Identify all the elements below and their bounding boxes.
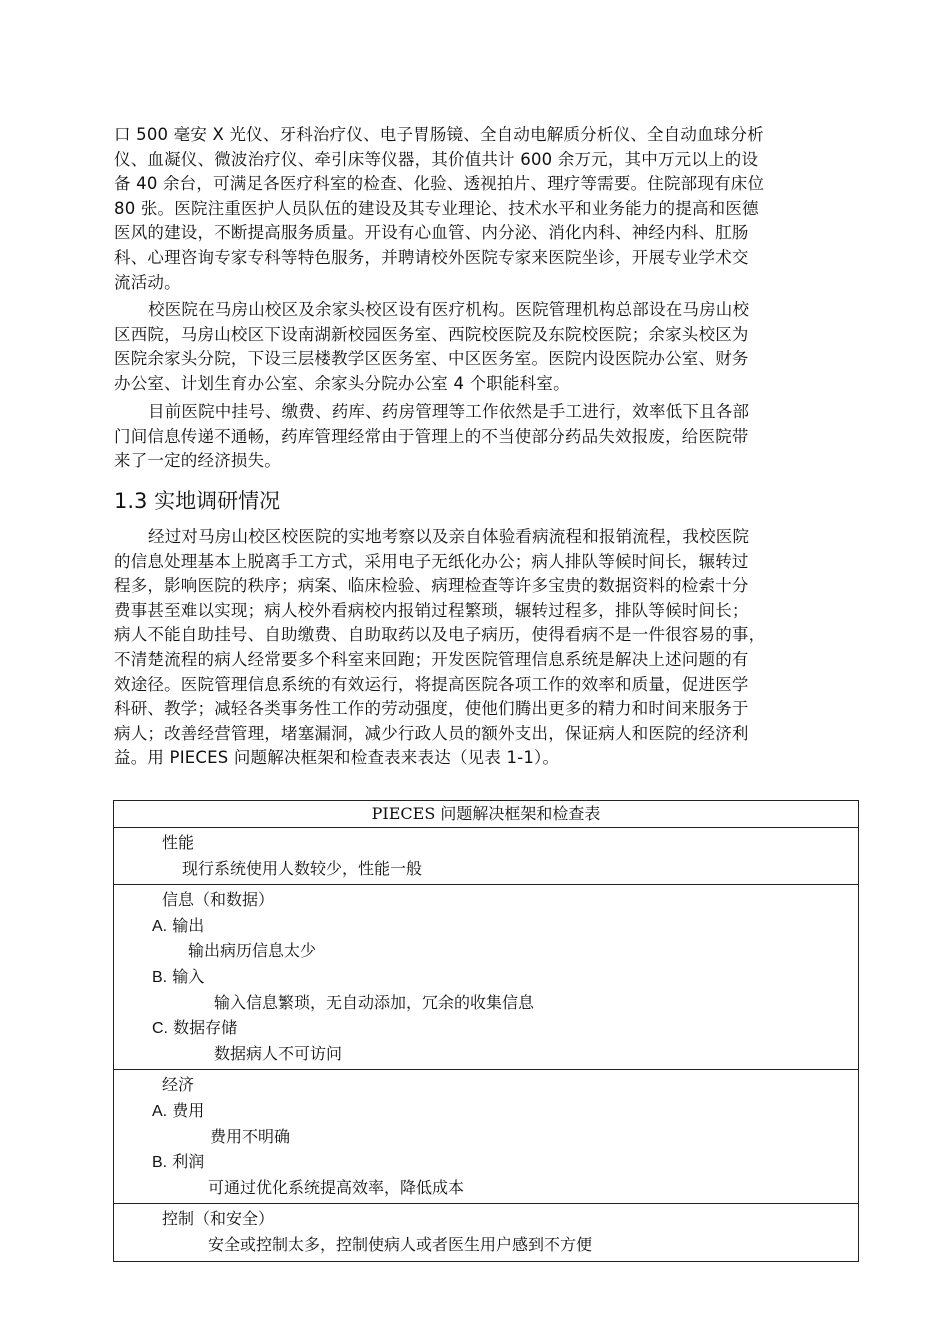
problem-paragraph [114, 400, 862, 474]
cost-detail: 费用不明确 [210, 1126, 291, 1146]
control-detail: 安全或控制太多，控制使病人或者医生用户感到不方便 [208, 1234, 593, 1254]
section-heading-information: 信息（和数据） [162, 890, 275, 910]
text-line: 来了一定的经济损失。 [114, 451, 281, 471]
text-line: 效途径。医院管理信息系统的有效运行，将提高医院各项工作的效率和质量，促进医学 [114, 674, 749, 694]
section-heading-economy: 经济 [162, 1075, 195, 1095]
item-label: 利润 [172, 1152, 205, 1172]
list-marker: B. [152, 1154, 168, 1172]
information-input-item [114, 964, 858, 990]
text-line: 目前医院中挂号、缴费、药库、药房管理等工作依然是手工进行，效率低下且各部 [148, 402, 750, 421]
text-line: 病人不能自助挂号、自助缴费、自助取药以及电子病历，使得看病不是一件很容易的事， [114, 625, 766, 645]
text-line: 经过对马房山校区校医院的实地考察以及亲自体验看病流程和报销流程，我校医院 [148, 527, 750, 546]
item-label: 数据存储 [173, 1018, 238, 1038]
storage-detail: 数据病人不可访问 [214, 1043, 343, 1063]
text-line: 医风的建设，不断提高服务质量。开设有心血管、内分泌、消化内科、神经内科、肛肠 [114, 223, 749, 243]
facilities-paragraph [114, 298, 862, 396]
intro-paragraph [114, 123, 862, 295]
text-line: 办公室、计划生育办公室、余家头分院办公室 4 个职能科室。 [114, 373, 570, 393]
text-line: 科研、教学；减轻各类事务性工作的劳动强度，使他们腾出更多的精力和时间来服务于 [114, 699, 749, 719]
table-section-control [114, 1204, 858, 1260]
information-output-item [114, 913, 858, 939]
text-line: 病人；改善经营管理，堵塞漏洞，减少行政人员的额外支出，保证病人和医院的经济利 [114, 723, 749, 743]
list-marker: A. [152, 1102, 168, 1120]
performance-detail: 现行系统使用人数较少，性能一般 [182, 858, 423, 878]
list-marker: A. [152, 917, 168, 935]
survey-paragraph [114, 525, 862, 771]
text-line: 程多，影响医院的秩序；病案、临床检验、病理检查等许多宝贵的数据资料的检索十分 [114, 576, 749, 596]
text-line: 仪、血凝仪、微波治疗仪、牵引床等仪器，其价值共计 600 余万元，其中万元以上的设 [114, 149, 759, 169]
text-line: 区西院，马房山校区下设南湖新校园医务室、西院校医院及东院校医院；余家头校区为 [114, 324, 749, 344]
section-heading: 1.3 实地调研情况 [114, 489, 281, 513]
table-section-performance [114, 828, 858, 885]
text-line: 门间信息传递不通畅，药库管理经常由于管理上的不当使部分药品失效报废，给医院带 [114, 426, 749, 446]
text-line: 校医院在马房山校区及余家头校区设有医疗机构。医院管理机构总部设在马房山校 [148, 300, 750, 319]
section-heading-control: 控制（和安全） [162, 1209, 275, 1229]
text-line: 流活动。 [114, 272, 181, 292]
input-detail: 输入信息繁琐，无自动添加，冗余的收集信息 [214, 992, 535, 1012]
text-line: 80 张。医院注重医护人员队伍的建设及其专业理论、技术水平和业务能力的提高和医德 [114, 198, 759, 218]
list-marker: B. [152, 968, 168, 986]
text-line: 备 40 余台，可满足各医疗科室的检查、化验、透视拍片、理疗等需要。住院部现有床位 [114, 174, 765, 194]
item-label: 输出 [172, 915, 205, 935]
table-section-information [114, 885, 858, 1070]
text-line: 医院余家头分院，下设三层楼教学区医务室、中区医务室。医院内设医院办公室、财务 [114, 349, 749, 369]
list-marker: C. [152, 1020, 168, 1038]
table-title: PIECES 问题解决框架和检查表 [114, 801, 858, 828]
table-section-economy [114, 1070, 858, 1204]
economy-cost-item [114, 1098, 858, 1124]
text-line: 费事甚至难以实现；病人校外看病校内报销过程繁琐，辗转过程多，排队等候时间长； [114, 600, 749, 620]
output-detail: 输出病历信息太少 [188, 941, 317, 961]
pieces-table [113, 800, 859, 1262]
item-label: 费用 [172, 1100, 205, 1120]
text-line: 的信息处理基本上脱离手工方式，采用电子无纸化办公；病人排队等候时间长，辗转过 [114, 551, 749, 571]
economy-profit-item [114, 1149, 858, 1175]
section-heading-performance: 性能 [162, 833, 195, 852]
profit-detail: 可通过优化系统提高效率，降低成本 [208, 1177, 465, 1197]
information-storage-item [114, 1015, 858, 1041]
item-label: 输入 [172, 966, 205, 986]
text-line: 科、心理咨询专家专科等特色服务，并聘请校外医院专家来医院坐诊，开展专业学术交 [114, 247, 749, 267]
text-line: 益。用 PIECES 问题解决框架和检查表来表达（见表 1-1）。 [114, 748, 560, 768]
text-line: 不清楚流程的病人经常要多个科室来回跑；开发医院管理信息系统是解决上述问题的有 [114, 649, 749, 669]
text-line: 口 500 毫安 X 光仪、牙科治疗仪、电子胃肠镜、全自动电解质分析仪、全自动血球分析 [114, 125, 764, 144]
